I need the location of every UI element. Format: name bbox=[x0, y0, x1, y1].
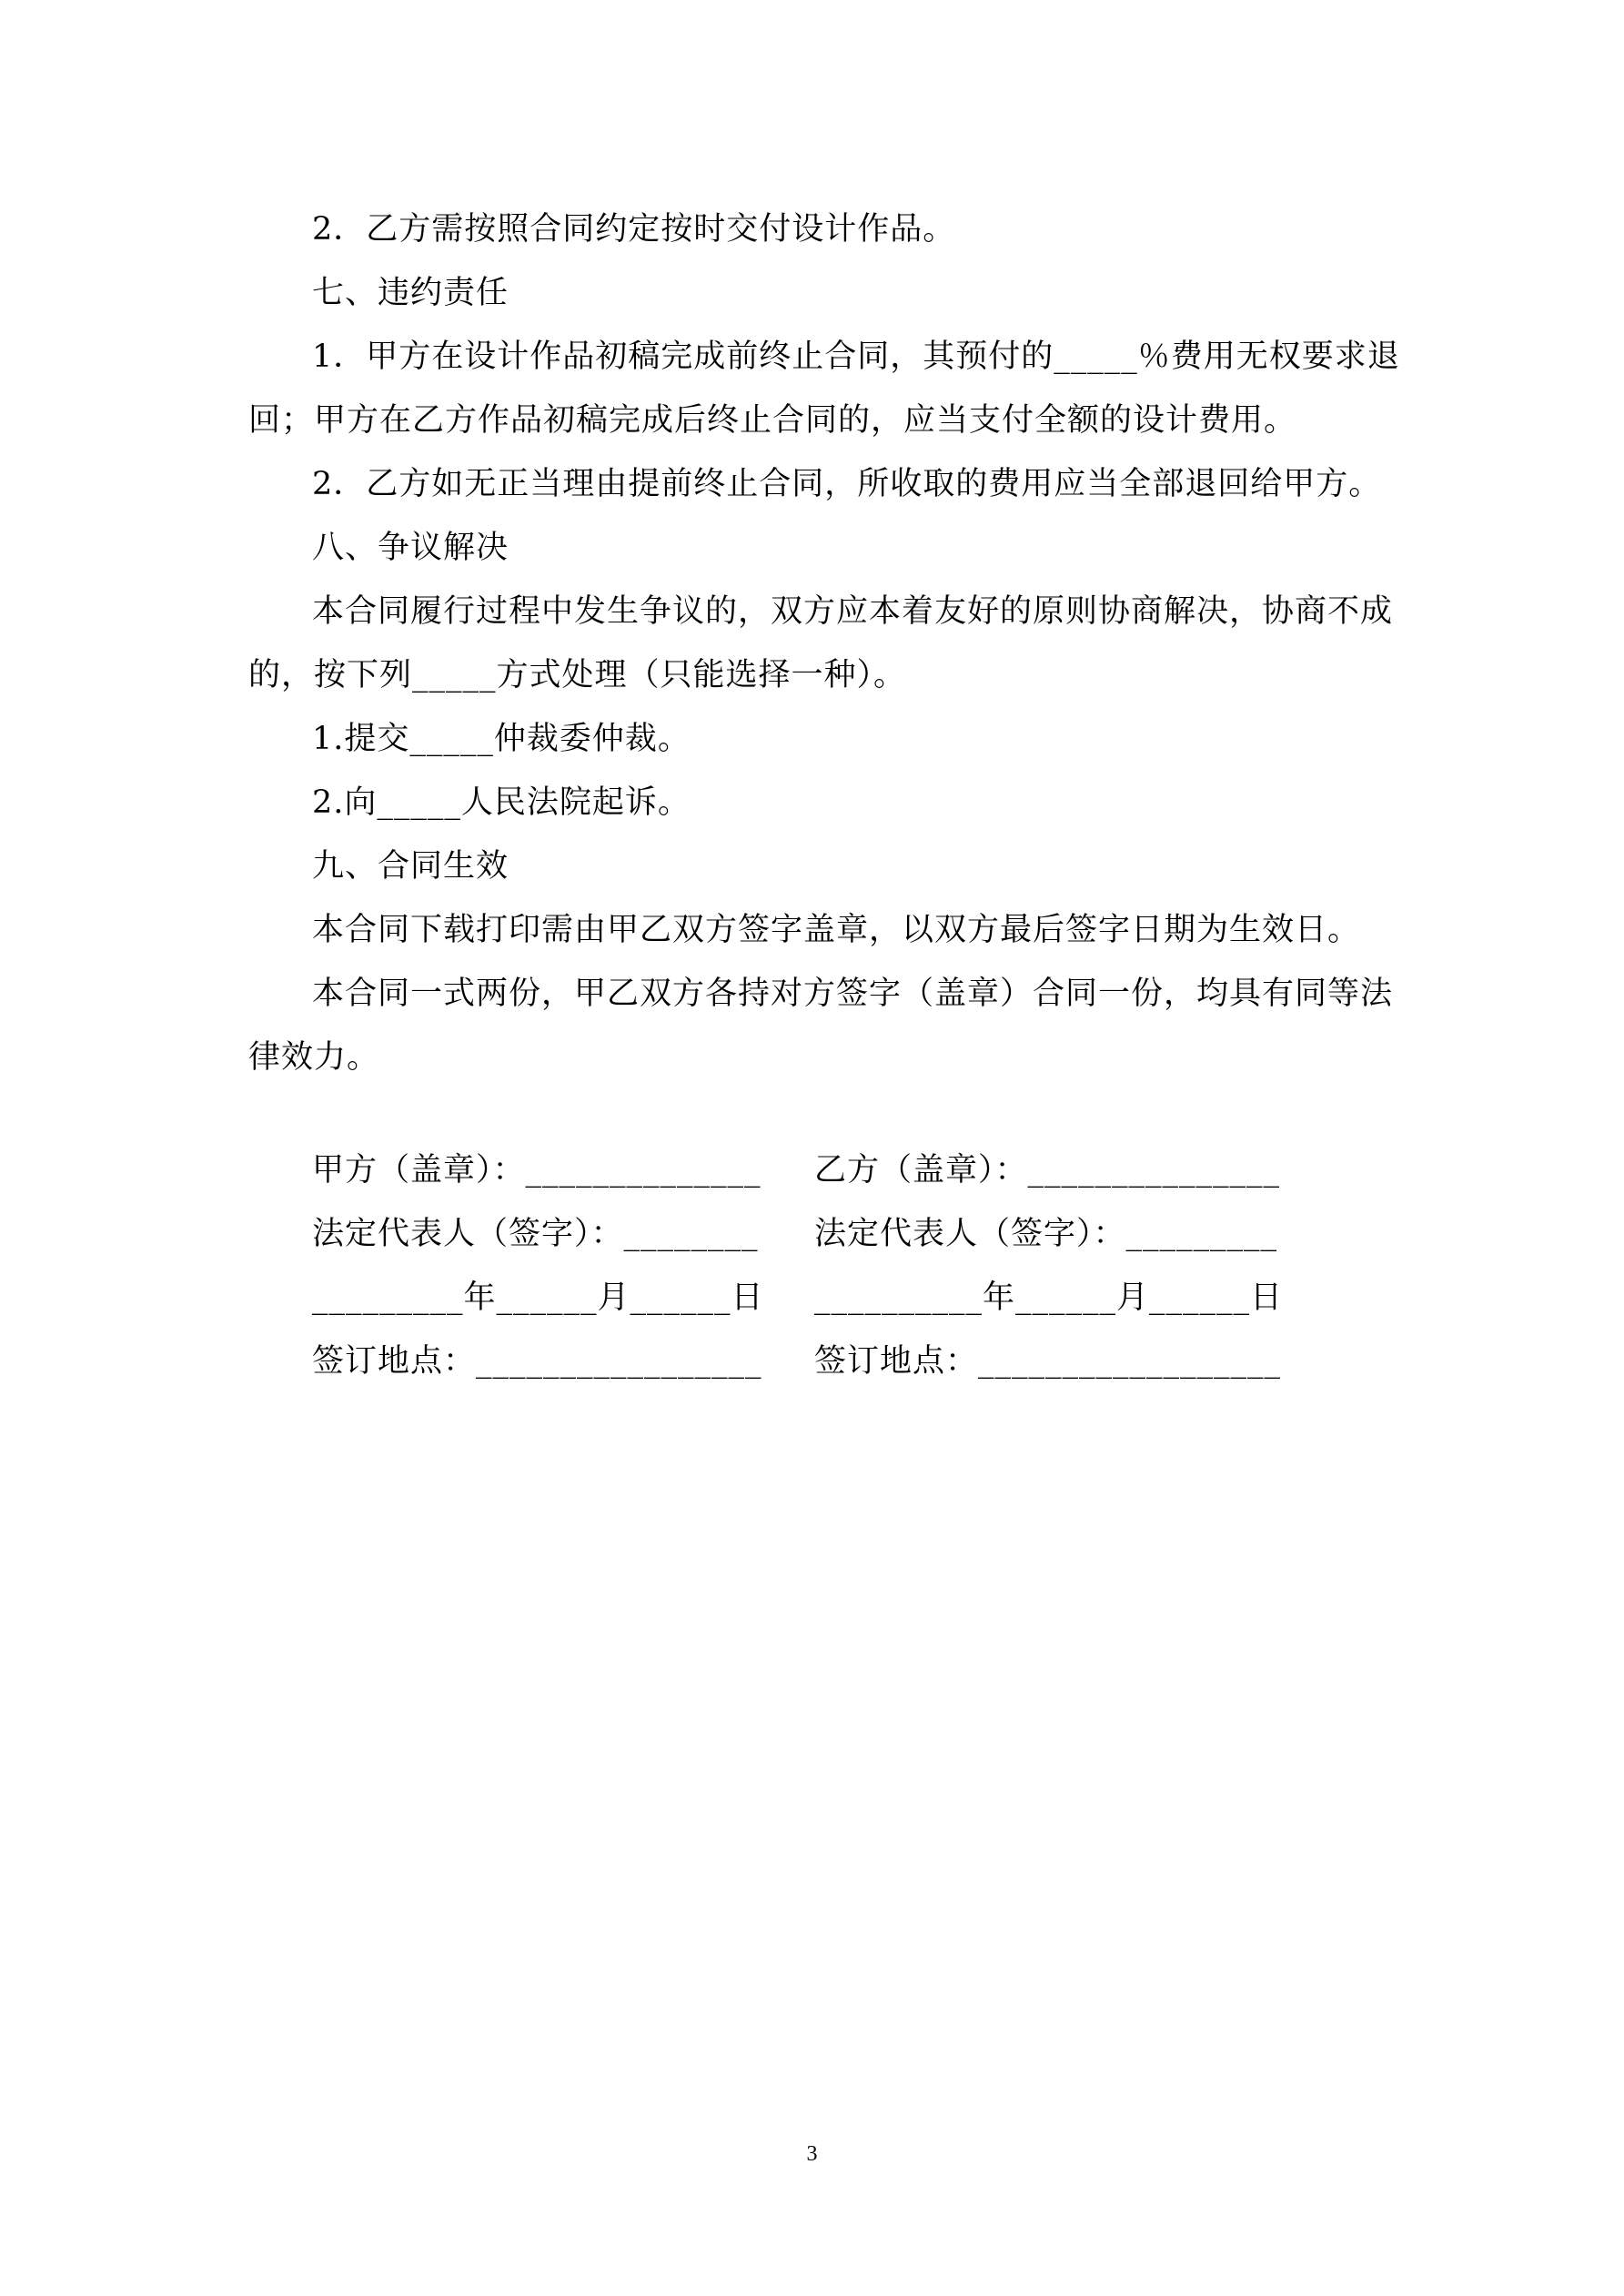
clause-6-item-2: 2．乙方需按照合同约定按时交付设计作品。 bbox=[312, 211, 956, 248]
party-a-place-field: 签订地点：_________________ bbox=[312, 1343, 762, 1380]
section-9-heading: 九、合同生效 bbox=[312, 848, 509, 885]
clause-9-line-1: 本合同下载打印需由甲乙双方签字盖章，以双方最后签字日期为生效日。 bbox=[312, 912, 1361, 948]
clause-8-line-2: 的，按下列_____方式处理（只能选择一种）。 bbox=[248, 657, 907, 693]
clause-8-line-1: 本合同履行过程中发生争议的，双方应本着友好的原则协商解决，协商不成 bbox=[312, 593, 1394, 630]
party-b-seal-field: 乙方（盖章）：_______________ bbox=[814, 1152, 1281, 1188]
clause-8-option-1: 1.提交_____仲裁委仲裁。 bbox=[312, 721, 691, 757]
clause-9-line-3: 律效力。 bbox=[248, 1039, 380, 1076]
clause-9-line-2: 本合同一式两份，甲乙双方各持对方签字（盖章）合同一份，均具有同等法 bbox=[312, 976, 1394, 1012]
section-8-heading: 八、争议解决 bbox=[312, 530, 509, 566]
party-b-date-field: __________年______月______日 bbox=[814, 1279, 1284, 1316]
party-a-date-field: _________年______月______日 bbox=[312, 1279, 764, 1316]
party-b-place-field: 签订地点：__________________ bbox=[814, 1343, 1282, 1380]
clause-7-item-1-line-1: 1．甲方在设计作品初稿完成前终止合同，其预付的_____％费用无权要求退 bbox=[312, 339, 1400, 375]
clause-8-option-2: 2.向_____人民法院起诉。 bbox=[312, 784, 691, 821]
section-7-heading: 七、违约责任 bbox=[312, 275, 509, 311]
party-a-seal-field: 甲方（盖章）：______________ bbox=[312, 1152, 762, 1188]
clause-7-item-2: 2．乙方如无正当理由提前终止合同，所收取的费用应当全部退回给甲方。 bbox=[312, 466, 1382, 502]
clause-7-item-1-line-2: 回；甲方在乙方作品初稿完成后终止合同的，应当支付全额的设计费用。 bbox=[248, 402, 1297, 439]
page-number: 3 bbox=[806, 2142, 818, 2166]
party-b-representative-field: 法定代表人（签字）：_________ bbox=[814, 1216, 1278, 1252]
party-a-representative-field: 法定代表人（签字）：________ bbox=[312, 1216, 759, 1252]
